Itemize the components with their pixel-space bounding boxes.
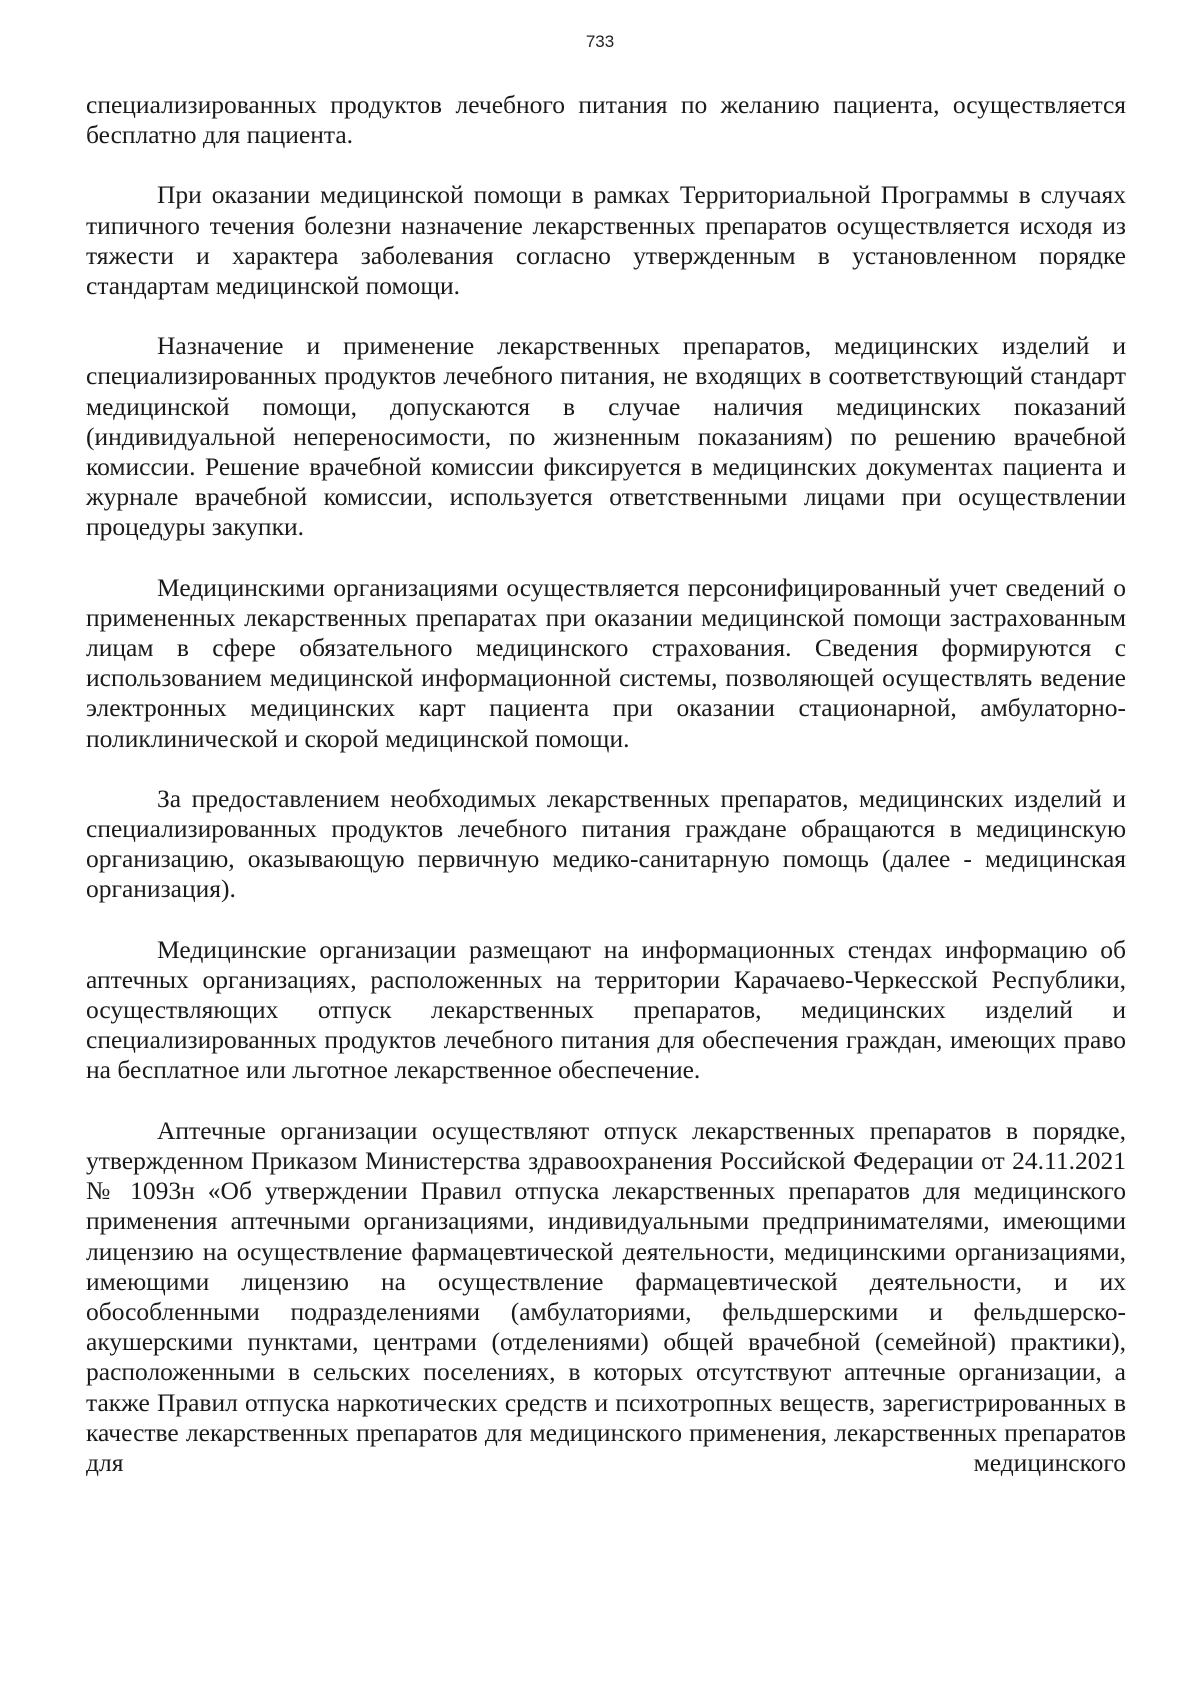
- paragraph-personalized-accounting: Медицинскими организациями осуществляется персонифицированный учет сведений о примененных лекарственных препаратах при оказании медицинской помощи застрахованным лицам в сфере обязательного медицинского страхования. Сведения формируются с использованием медицинской информационной системы, позволяющей осуществлять ведение электронных медицинских карт пациента при оказании стационарной, амбулаторно-поликлинической и скорой медицинской помощи.: [86, 572, 1126, 753]
- paragraph-citizen-requests: За предоставлением необходимых лекарственных препаратов, медицинских изделий и специализированных продуктов лечебного питания граждане обращаются в медицинскую организацию, оказывающую первичную медико-санитарную помощь (далее - медицинская организация).: [86, 783, 1126, 904]
- paragraph-pharmacy-dispensing: Аптечные организации осуществляют отпуск лекарственных препаратов в порядке, утвержденном Приказом Министерства здравоохранения Российской Федерации от 24.11.2021 № 1093н «Об утверждении Правил отпуска лекарственных препаратов для медицинского применения аптечными организациями, индивидуальными предпринимателями, имеющими лицензию на осуществление фармацевтической деятельности, медицинскими организациями, имеющими лицензию на осуществление фармацевтической деятельности, и их обособленными подразделениями (амбулаториями, фельдшерскими и фельдшерско-акушерскими пунктами, центрами (отделениями) общей врачебной (семейной) практики), расположенными в сельских поселениях, в которых отсутствуют аптечные организации, а также Правил отпуска наркотических средств и психотропных веществ, зарегистрированных в качестве лекарственных препаратов для медицинского применения, лекарственных препаратов для медицинского: [86, 1115, 1126, 1477]
- paragraph-drug-prescription: При оказании медицинской помощи в рамках Территориальной Программы в случаях типичного течения болезни назначение лекарственных препаратов осуществляется исходя из тяжести и характера заболевания согласно утвержденным в установленном порядке стандартам медицинской помощи.: [86, 180, 1126, 301]
- page-number: 733: [585, 32, 615, 51]
- paragraph-information-stands: Медицинские организации размещают на информационных стендах информацию об аптечных организациях, расположенных на территории Карачаево-Черкесской Республики, осуществляющих отпуск лекарственных препаратов, медицинских изделий и специализированных продуктов лечебного питания для обеспечения граждан, имеющих право на бесплатное или льготное лекарственное обеспечение.: [86, 934, 1126, 1085]
- paragraph-continuation: специализированных продуктов лечебного питания по желанию пациента, осуществляется бесплатно для пациента.: [86, 90, 1126, 150]
- paragraph-non-standard-drugs: Назначение и применение лекарственных препаратов, медицинских изделий и специализированных продуктов лечебного питания, не входящих в соответствующий стандарт медицинской помощи, допускаются в случае наличия медицинских показаний (индивидуальной непереносимости, по жизненным показаниям) по решению врачебной комиссии. Решение врачебной комиссии фиксируется в медицинских документах пациента и журнале врачебной комиссии, используется ответственными лицами при осуществлении процедуры закупки.: [86, 331, 1126, 542]
- document-body: [86, 90, 1126, 1478]
